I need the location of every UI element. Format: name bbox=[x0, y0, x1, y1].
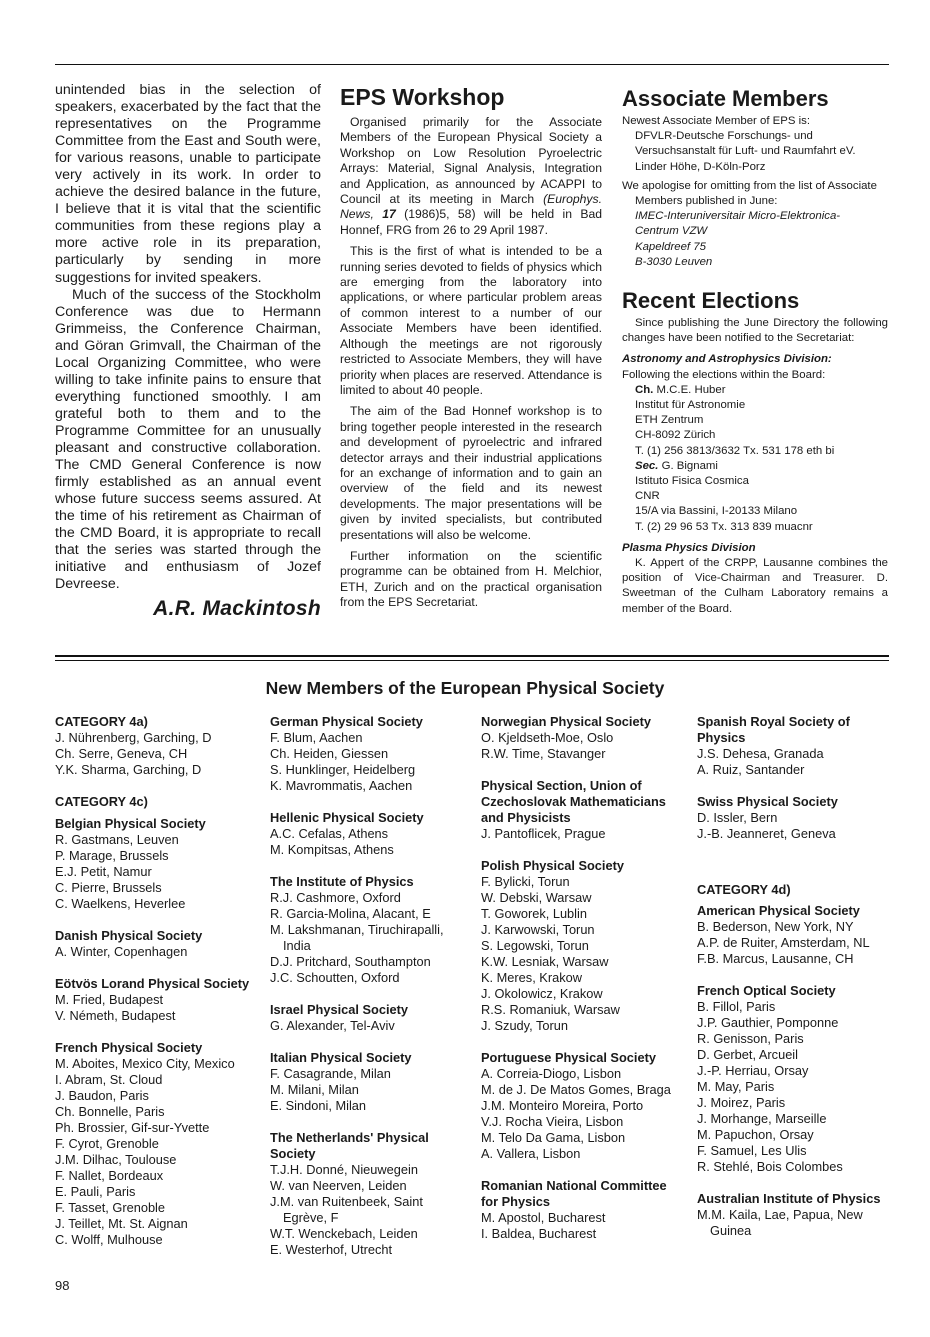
member-entry: I. Abram, St. Cloud bbox=[55, 1072, 163, 1088]
member-entry: A. Correia-Diogo, Lisbon bbox=[481, 1066, 622, 1081]
members-column bbox=[697, 714, 897, 1239]
eps-workshop-column bbox=[340, 84, 602, 611]
spacer bbox=[270, 858, 470, 874]
members-column bbox=[55, 714, 255, 1248]
article-paragraph: Much of the success of the Stockholm Conference was due to Hermann Grimmeiss, the Conference Chairman, and Göran Grimvall, the Chairman of the Local Organizing Committee, who were willing to take infinite pains to ensure that everything functioned smoothly. I am grateful both to them and to the Programme Committee for an unusually pleasant and constructive collaboration. The CMD General Conference is now firmly established as an annual event whose future success seems assured. At the time of his retirement as Chairman of the CMD Board, it is appropriate to recall that the series was started through the initiative and enthusiasm of Jozef Devreese. bbox=[55, 286, 321, 593]
society-heading: Eötvös Lorand Physical Society bbox=[55, 976, 250, 992]
member-entry: C. Pierre, Brussels bbox=[55, 880, 162, 896]
address-line: 15/A via Bassini, I-20133 Milano bbox=[635, 505, 798, 518]
spacer bbox=[697, 1175, 897, 1191]
address-line: CNR bbox=[635, 490, 660, 503]
member-entry: A.C. Cefalas, Athens bbox=[270, 826, 389, 841]
new-associate-member bbox=[622, 129, 888, 175]
division-heading: Plasma Physics Division bbox=[622, 541, 756, 554]
member-entry: J. Moirez, Paris bbox=[697, 1094, 786, 1110]
member-entry: J.M. Dilhac, Toulouse bbox=[55, 1152, 177, 1168]
new-members-title: New Members of the European Physical Society bbox=[265, 678, 665, 698]
member-entry: M. Milani, Milan bbox=[270, 1082, 359, 1097]
spacer bbox=[481, 1162, 681, 1178]
spacer bbox=[270, 1034, 470, 1050]
member-entry: J.-P. Herriau, Orsay bbox=[697, 1062, 809, 1078]
plasma-division-text: K. Appert of the CRPP, Lausanne combines the position of Vice-Chairman and Treasurer. D. Sweetman of the Culham Laboratory remains a member of the Board. bbox=[622, 557, 888, 615]
associate-members-column bbox=[622, 86, 888, 617]
member-entry: R.S. Romaniuk, Warsaw bbox=[481, 1002, 620, 1017]
address-line: T. (1) 256 3813/3632 Tx. 531 178 eth bi bbox=[635, 444, 835, 457]
member-entry: O. Kjeldseth-Moe, Oslo bbox=[481, 730, 614, 745]
member-entry: J.C. Schoutten, Oxford bbox=[270, 970, 400, 985]
address-line: Institut für Astronomie bbox=[635, 399, 746, 412]
member-entry: F.B. Marcus, Lausanne, CH bbox=[697, 950, 854, 966]
spacer bbox=[481, 762, 681, 778]
member-entry: J.P. Gauthier, Pomponne bbox=[697, 1014, 839, 1030]
division-heading: Astronomy and Astrophysics Division: bbox=[622, 353, 832, 366]
society-heading: German Physical Society bbox=[270, 714, 423, 729]
member-entry: M. May, Paris bbox=[697, 1078, 775, 1094]
member-entry: D.J. Pritchard, Southampton bbox=[270, 954, 431, 969]
omitted-associate-member bbox=[622, 209, 888, 270]
member-entry: Ch. Heiden, Giessen bbox=[270, 746, 389, 761]
member-entry: M. Apostol, Bucharest bbox=[481, 1210, 606, 1225]
member-entry: V. Németh, Budapest bbox=[55, 1008, 176, 1024]
spacer bbox=[270, 794, 470, 810]
member-entry: J. Nührenberg, Garching, D bbox=[55, 730, 212, 745]
member-entry: R.J. Cashmore, Oxford bbox=[270, 890, 401, 905]
society-heading: Norwegian Physical Society bbox=[481, 714, 651, 729]
society-heading: Polish Physical Society bbox=[481, 858, 624, 873]
board-secretary: Sec. G. Bignami Istituto Fisica Cosmica CNR 15/A via Bassini, I-20133 Milano T. (2) 29 96 53 Tx. 313 839 muacnr bbox=[622, 459, 888, 535]
category-heading: CATEGORY 4a) bbox=[55, 714, 148, 729]
spacer bbox=[697, 967, 897, 983]
section-rule-thin bbox=[55, 660, 889, 661]
member-entry: S. Hunklinger, Heidelberg bbox=[270, 762, 416, 777]
member-entry: I. Baldea, Bucharest bbox=[481, 1226, 597, 1241]
address-line: CH-8092 Zürich bbox=[635, 429, 716, 442]
member-entry: Ch. Bonnelle, Paris bbox=[55, 1104, 165, 1120]
article-paragraph: unintended bias in the selection of speakers, exacerbated by the fact that the representatives on the Programme Committee from the East and South were, for various reasons, unable to participate very actively in its work. In order to achieve the desired balance in the future, I believe that it is vital that the scientific communities from these regions play a more active role in its preparation, particularly by sending in more suggestions for invited speakers. bbox=[55, 82, 321, 286]
member-entry: A. Vallera, Lisbon bbox=[481, 1146, 581, 1161]
member-entry: K.W. Lesniak, Warsaw bbox=[481, 954, 609, 969]
society-heading: Swiss Physical Society bbox=[697, 794, 838, 809]
society-heading: American Physical Society bbox=[697, 902, 860, 918]
member-entry: J. Baudon, Paris bbox=[55, 1088, 149, 1104]
address-line: Linder Höhe, D-Köln-Porz bbox=[635, 160, 766, 173]
society-heading: French Physical Society bbox=[55, 1040, 203, 1056]
address-line: DFVLR-Deutsche Forschungs- und bbox=[635, 130, 813, 143]
member-entry: D. Issler, Bern bbox=[697, 810, 778, 825]
member-entry: F. Nallet, Bordeaux bbox=[55, 1168, 164, 1184]
member-entry: F. Bylicki, Torun bbox=[481, 874, 570, 889]
category-heading: CATEGORY 4d) bbox=[697, 882, 791, 897]
top-rule bbox=[55, 64, 889, 65]
associate-intro: Newest Associate Member of EPS is: bbox=[622, 115, 811, 127]
spacer bbox=[55, 960, 255, 976]
member-entry: Ch. Serre, Geneva, CH bbox=[55, 746, 188, 761]
society-heading: Italian Physical Society bbox=[270, 1050, 412, 1065]
member-entry: B. Bederson, New York, NY bbox=[697, 918, 854, 934]
member-entry: B. Fillol, Paris bbox=[697, 998, 776, 1014]
board-chairman: Ch. M.C.E. Huber Institut für Astronomie ETH Zentrum CH-8092 Zürich T. (1) 256 3813/3632 Tx. 531 178 eth bi bbox=[622, 383, 888, 459]
division-intro: Following the elections within the Board: bbox=[622, 368, 826, 381]
workshop-paragraph: Further information on the scientific programme can be obtained from H. Melchior, ETH, Zurich and on the practical organisation from the EPS Secretariat. bbox=[340, 548, 602, 610]
section-rule-thick bbox=[55, 655, 889, 657]
address-line: Istituto Fisica Cosmica bbox=[635, 475, 749, 488]
member-entry: W.T. Wenckebach, Leiden bbox=[270, 1226, 418, 1241]
members-column bbox=[270, 714, 470, 1258]
society-heading: The Institute of Physics bbox=[270, 874, 414, 889]
member-entry: M. Lakshmanan, Tiruchirapalli, India bbox=[270, 922, 444, 953]
address-line: Versuchsanstalt für Luft- und Raumfahrt eV. bbox=[635, 145, 856, 158]
member-entry: S. Legowski, Torun bbox=[481, 938, 589, 953]
associate-members-heading: Associate Members bbox=[622, 86, 829, 111]
member-entry: E. Sindoni, Milan bbox=[270, 1098, 367, 1113]
member-entry: M.M. Kaila, Lae, Papua, New Guinea bbox=[697, 1206, 863, 1238]
member-entry: M. Papuchon, Orsay bbox=[697, 1126, 814, 1142]
author-signature: A.R. Mackintosh bbox=[153, 597, 321, 621]
member-entry: T. Goworek, Lublin bbox=[481, 906, 587, 921]
member-entry: J. Pantoflicek, Prague bbox=[481, 826, 606, 841]
page-number: 98 bbox=[55, 1278, 70, 1293]
member-entry: J. Morhange, Marseille bbox=[697, 1110, 827, 1126]
member-entry: R. Genisson, Paris bbox=[697, 1030, 804, 1046]
spacer bbox=[270, 1114, 470, 1130]
member-entry: F. Cyrot, Grenoble bbox=[55, 1136, 159, 1152]
category-heading: CATEGORY 4c) bbox=[55, 794, 148, 809]
society-heading: French Optical Society bbox=[697, 982, 836, 998]
member-entry: R.W. Time, Stavanger bbox=[481, 746, 606, 761]
workshop-paragraph: The aim of the Bad Honnef workshop is to bring together people interested in the research and development of pyroelectric and infrared detector arrays and their industrial applications for an exchange of information and to gain an overview of the field and its newest developments. The major presentations will be given by invited specialists, but contributed presentations will also be welcome. bbox=[340, 404, 602, 542]
society-heading: Spanish Royal Society of Physics bbox=[697, 714, 850, 745]
member-entry: R. Stehlé, Bois Colombes bbox=[697, 1158, 843, 1174]
elections-intro: Since publishing the June Directory the following changes have been notified to the Secretariat: bbox=[622, 317, 888, 345]
spacer bbox=[55, 778, 255, 794]
address-line: Centrum VZW bbox=[635, 225, 708, 238]
spacer bbox=[55, 912, 255, 928]
member-entry: F. Casagrande, Milan bbox=[270, 1066, 391, 1081]
society-heading: Romanian National Committee for Physics bbox=[481, 1178, 667, 1209]
spacer bbox=[481, 1034, 681, 1050]
society-heading: Hellenic Physical Society bbox=[270, 810, 424, 825]
member-entry: J. Karwowski, Torun bbox=[481, 922, 595, 937]
member-entry: Ph. Brossier, Gif-sur-Yvette bbox=[55, 1120, 210, 1136]
member-entry: A. Ruiz, Santander bbox=[697, 762, 805, 777]
member-entry: D. Gerbet, Arcueil bbox=[697, 1046, 798, 1062]
eps-workshop-heading: EPS Workshop bbox=[340, 84, 505, 110]
article-continuation-column bbox=[55, 82, 321, 621]
member-entry: J.M. Monteiro Moreira, Porto bbox=[481, 1098, 644, 1113]
member-entry: J. Teillet, Mt. St. Aignan bbox=[55, 1216, 188, 1232]
address-line: T. (2) 29 96 53 Tx. 313 839 muacnr bbox=[635, 520, 813, 533]
member-entry: J.-B. Jeanneret, Geneva bbox=[697, 826, 836, 841]
member-entry: C. Waelkens, Heverlee bbox=[55, 896, 186, 912]
workshop-paragraph: This is the first of what is intended to be a running series devoted to fields of physics which are emerging from the laboratory into applications, or where particular problem areas of common interest to a number of our Associate Members have been identified. Although the meetings are not rigorously restricted to Associate Members, they will have priority when places are reserved. Attendance is limited to about 40 people. bbox=[340, 244, 602, 397]
society-heading: Danish Physical Society bbox=[55, 928, 203, 944]
spacer bbox=[481, 842, 681, 858]
spacer bbox=[697, 778, 897, 794]
society-heading: The Netherlands' Physical Society bbox=[270, 1130, 429, 1161]
recent-elections-heading: Recent Elections bbox=[622, 288, 800, 314]
member-entry: M. de J. De Matos Gomes, Braga bbox=[481, 1082, 671, 1097]
member-entry: R. Gastmans, Leuven bbox=[55, 832, 179, 848]
member-entry: K. Meres, Krakow bbox=[481, 970, 582, 985]
address-line: ETH Zentrum bbox=[635, 414, 704, 427]
member-entry: J.M. van Ruitenbeek, Saint Egrève, F bbox=[270, 1194, 423, 1225]
member-entry: W. Debski, Warsaw bbox=[481, 890, 592, 905]
member-entry: R. Garcia-Molina, Alacant, E bbox=[270, 906, 431, 921]
workshop-paragraph: Organised primarily for the Associate Members of the European Physical Society a Workshop on Low Resolution Pyroelectric Arrays: Material, Signal Analysis, Integration and Application, as announced by ACAPPI to Council at its meeting in March (Europhys. News, 17 (1986)5, 58) will be held in Bad Honnef, FRG from 26 to 29 April 1987. bbox=[340, 115, 603, 237]
address-line: IMEC-Interuniversitair Micro-Elektronica- bbox=[635, 210, 841, 223]
member-entry: W. van Neerven, Leiden bbox=[270, 1178, 407, 1193]
member-entry: J. Okolowicz, Krakow bbox=[481, 986, 603, 1001]
spacer bbox=[697, 842, 897, 882]
society-heading: Portuguese Physical Society bbox=[481, 1050, 656, 1065]
member-entry: C. Wolff, Mulhouse bbox=[55, 1232, 163, 1248]
member-entry: A.P. de Ruiter, Amsterdam, NL bbox=[697, 934, 870, 950]
member-entry: F. Blum, Aachen bbox=[270, 730, 363, 745]
member-entry: Y.K. Sharma, Garching, D bbox=[55, 762, 202, 777]
member-entry: V.J. Rocha Vieira, Lisbon bbox=[481, 1114, 624, 1129]
member-entry: F. Tasset, Grenoble bbox=[55, 1200, 166, 1216]
spacer bbox=[55, 1024, 255, 1040]
member-entry: E. Westerhof, Utrecht bbox=[270, 1242, 393, 1257]
apology-text: We apologise for omitting from the list of Associate Members published in June: bbox=[622, 179, 877, 208]
society-heading: Israel Physical Society bbox=[270, 1002, 409, 1017]
member-entry: A. Winter, Copenhagen bbox=[55, 944, 188, 960]
member-entry: K. Mavrommatis, Aachen bbox=[270, 778, 413, 793]
member-entry: T.J.H. Donné, Nieuwegein bbox=[270, 1162, 418, 1177]
member-entry: P. Marage, Brussels bbox=[55, 848, 169, 864]
address-line: B-3030 Leuven bbox=[635, 255, 713, 268]
member-entry: J.S. Dehesa, Granada bbox=[697, 746, 824, 761]
society-heading: Australian Institute of Physics bbox=[697, 1190, 881, 1206]
member-entry: M. Kompitsas, Athens bbox=[270, 842, 394, 857]
address-line: Kapeldreef 75 bbox=[635, 240, 706, 253]
member-entry: M. Aboites, Mexico City, Mexico bbox=[55, 1056, 235, 1072]
member-entry: M. Fried, Budapest bbox=[55, 992, 164, 1008]
member-entry: E. Pauli, Paris bbox=[55, 1184, 136, 1200]
member-entry: M. Telo Da Gama, Lisbon bbox=[481, 1130, 626, 1145]
members-column bbox=[481, 714, 681, 1242]
member-entry: G. Alexander, Tel-Aviv bbox=[270, 1018, 395, 1033]
member-entry: F. Samuel, Les Ulis bbox=[697, 1142, 807, 1158]
member-entry: J. Szudy, Torun bbox=[481, 1018, 569, 1033]
member-entry: E.J. Petit, Namur bbox=[55, 864, 152, 880]
society-heading: Belgian Physical Society bbox=[55, 816, 206, 832]
spacer bbox=[270, 986, 470, 1002]
society-heading: Physical Section, Union of Czechoslovak Mathematicians and Physicists bbox=[481, 778, 666, 825]
